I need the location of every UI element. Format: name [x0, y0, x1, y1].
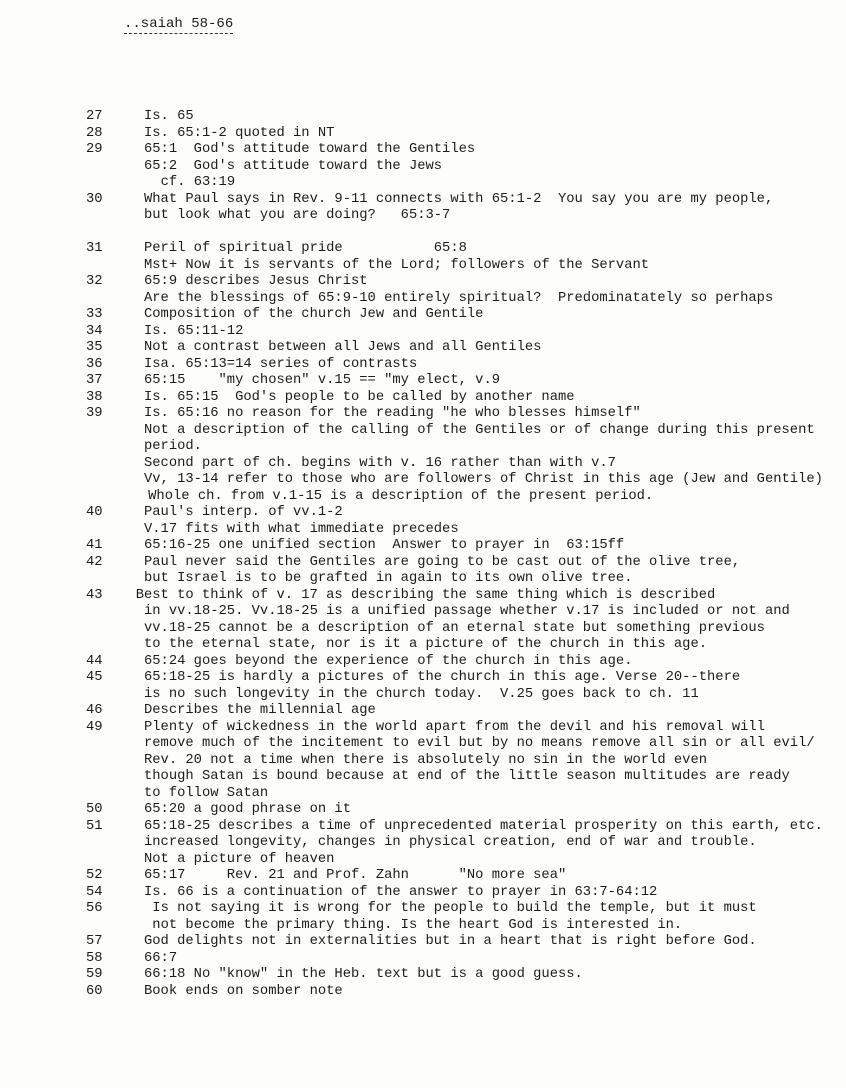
note-line: [0, 587, 846, 604]
line-text: 65:2 God's attitude toward the Jews: [144, 158, 443, 174]
line-number: 56: [86, 901, 103, 916]
note-line: [0, 521, 846, 538]
note-line: [0, 768, 846, 785]
note-line: [0, 290, 846, 307]
line-number: 60: [86, 983, 103, 999]
line-number: 51: [86, 818, 103, 834]
line-text: cf. 63:19: [160, 175, 236, 190]
line-text: in vv.18-25. Vv.18-25 is a unified passage whether v.17 is included or not and: [144, 604, 790, 619]
note-line: [0, 273, 846, 290]
note-line: [0, 867, 846, 884]
line-text: Is. 65:11-12: [144, 323, 244, 339]
note-line: [0, 933, 846, 950]
line-text: God delights not in externalities but in a heart that is right before God.: [144, 934, 757, 949]
line-text: Not a picture of heaven: [144, 851, 335, 867]
line-text: 66:7: [144, 950, 178, 966]
note-line: [0, 422, 846, 439]
line-text: 65:17 Rev. 21 and Prof. Zahn "No more sea": [144, 868, 567, 883]
line-number: 41: [86, 538, 103, 553]
line-text: 65:24 goes beyond the experience of the church in this age.: [144, 653, 633, 669]
line-number: 42: [86, 554, 103, 570]
line-number: 49: [86, 719, 103, 735]
note-line: [0, 686, 846, 703]
note-line: [0, 537, 846, 554]
line-text: Is. 66 is a continuation of the answer to prayer in 63:7-64:12: [144, 884, 658, 900]
line-text: 65:16-25 one unified section Answer to prayer in 63:15ff: [144, 538, 625, 553]
line-number: 38: [86, 389, 103, 405]
line-number: 39: [86, 406, 103, 421]
line-number: 37: [86, 373, 103, 388]
note-line: [0, 240, 846, 257]
note-line: [0, 108, 846, 125]
line-number: 54: [86, 884, 103, 900]
note-line: [0, 851, 846, 868]
note-line: [0, 257, 846, 274]
line-text: period.: [144, 439, 202, 454]
line-text: Isa. 65:13=14 series of contrasts: [144, 356, 418, 372]
line-number: 29: [86, 142, 103, 157]
note-line: [0, 356, 846, 373]
line-text: Plenty of wickedness in the world apart from the devil and his removal will: [144, 719, 765, 735]
line-text: Rev. 20 not a time when there is absolutely no sin in the world even: [144, 752, 708, 768]
note-line: [0, 785, 846, 802]
line-number: 43: [86, 587, 103, 603]
note-line: [0, 917, 846, 934]
line-text: 65:1 God's attitude toward the Gentiles: [144, 142, 476, 157]
line-text: but Israel is to be grafted in again to its own olive tree.: [144, 571, 633, 586]
note-line: [0, 488, 846, 505]
line-text: Is not saying it is wrong for the people to build the temple, but it must: [152, 901, 757, 916]
line-text: What Paul says in Rev. 9-11 connects with 65:1-2 You say you are my people,: [144, 191, 774, 207]
line-text: Not a description of the calling of the Gentiles or of change during this present: [144, 422, 815, 438]
note-line: [0, 884, 846, 901]
note-line: [0, 207, 846, 224]
line-text: Is. 65:15 God's people to be called by another name: [144, 389, 575, 405]
line-text: Composition of the church Jew and Gentile: [144, 307, 484, 322]
line-text: Paul never said the Gentiles are going to be cast out of the olive tree,: [144, 554, 741, 570]
line-number: 40: [86, 505, 103, 520]
note-line: [0, 224, 846, 241]
note-line: [0, 372, 846, 389]
line-text: Paul's interp. of vv.1-2: [144, 505, 343, 520]
line-number: 34: [86, 323, 103, 339]
note-line: [0, 405, 846, 422]
line-text: 65:9 describes Jesus Christ: [144, 274, 368, 289]
line-number: 44: [86, 653, 103, 669]
note-line: [0, 306, 846, 323]
note-line: [0, 504, 846, 521]
line-text: 65:18-25 is hardly a pictures of the church in this age. Verse 20--there: [144, 670, 741, 685]
note-line: [0, 801, 846, 818]
note-line: [0, 471, 846, 488]
note-line: [0, 339, 846, 356]
note-line: [0, 900, 846, 917]
line-number: 58: [86, 950, 103, 966]
line-number: 52: [86, 868, 103, 883]
note-line: [0, 834, 846, 851]
line-text: Best to think of v. 17 as describing the same thing which is described: [135, 587, 716, 603]
note-line: [0, 653, 846, 670]
line-number: 50: [86, 802, 103, 817]
line-number: 32: [86, 274, 103, 289]
line-text: remove much of the incitement to evil but by no means remove all sin or all evil/: [144, 736, 815, 751]
line-text: 65:15 "my chosen" v.15 == "my elect, v.9: [144, 373, 501, 388]
note-line: [0, 554, 846, 571]
page-title: ..saiah 58-66: [124, 16, 234, 32]
line-number: 35: [86, 340, 103, 355]
line-text: Is. 65:16 no reason for the reading "he who blesses himself": [144, 406, 641, 421]
line-text: to follow Satan: [144, 785, 269, 801]
line-number: 57: [86, 934, 103, 949]
line-text: though Satan is bound because at end of the little season multitudes are ready: [144, 769, 790, 784]
note-line: [0, 455, 846, 472]
line-text: not become the primary thing. Is the heart God is interested in.: [152, 917, 683, 933]
note-line: [0, 966, 846, 983]
note-line: [0, 570, 846, 587]
note-line: [0, 702, 846, 719]
line-text: Book ends on somber note: [144, 983, 343, 999]
note-line: [0, 669, 846, 686]
line-text: 65:18-25 describes a time of unprecedented material prosperity on this earth, etc.: [144, 818, 823, 834]
line-number: 36: [86, 356, 103, 372]
note-line: [0, 620, 846, 637]
line-text: but look what you are doing? 65:3-7: [144, 208, 451, 223]
line-text: Mst+ Now it is servants of the Lord; followers of the Servant: [144, 257, 650, 273]
line-text: Describes the millennial age: [144, 703, 376, 718]
note-line: [0, 191, 846, 208]
note-line: [0, 141, 846, 158]
line-number: 46: [86, 703, 103, 718]
note-line: [0, 983, 846, 1000]
note-line: [0, 636, 846, 653]
note-line: [0, 174, 846, 191]
line-text: increased longevity, changes in physical creation, end of war and trouble.: [144, 835, 757, 850]
note-line: [0, 752, 846, 769]
line-text: Is. 65: [144, 109, 194, 124]
line-text: Not a contrast between all Jews and all Gentiles: [144, 340, 542, 355]
note-line: [0, 438, 846, 455]
line-text: 66:18 No "know" in the Heb. text but is a good guess.: [144, 967, 583, 982]
note-line: [0, 125, 846, 142]
line-number: 27: [86, 109, 103, 124]
line-number: 33: [86, 307, 103, 322]
line-number: 45: [86, 670, 103, 685]
line-text: Whole ch. from v.1-15 is a description of the present period.: [148, 488, 654, 504]
note-line: [0, 950, 846, 967]
line-text: V.17 fits with what immediate precedes: [144, 521, 459, 537]
line-text: Is. 65:1-2 quoted in NT: [144, 125, 335, 141]
line-text: Are the blessings of 65:9-10 entirely spiritual? Predominatately so perhaps: [144, 290, 774, 306]
line-text: Peril of spiritual pride 65:8: [144, 241, 467, 256]
line-number: 59: [86, 967, 103, 982]
line-number: 31: [86, 241, 103, 256]
line-number: 30: [86, 191, 103, 207]
line-text: Vv, 13-14 refer to those who are followers of Christ in this age (Jew and Gentile): [144, 472, 823, 487]
note-line: [0, 603, 846, 620]
line-text: to the eternal state, nor is it a picture of the church in this age.: [144, 637, 708, 652]
line-number: 28: [86, 125, 103, 141]
note-line: [0, 735, 846, 752]
note-line: [0, 818, 846, 835]
note-line: [0, 323, 846, 340]
line-text: Second part of ch. begins with v. 16 rather than with v.7: [144, 455, 616, 471]
note-line: [0, 719, 846, 736]
note-line: [0, 158, 846, 175]
line-text: 65:20 a good phrase on it: [144, 802, 351, 817]
line-text: vv.18-25 cannot be a description of an eternal state but something previous: [144, 620, 765, 636]
line-text: is no such longevity in the church today. V.25 goes back to ch. 11: [144, 686, 699, 702]
note-line: [0, 389, 846, 406]
